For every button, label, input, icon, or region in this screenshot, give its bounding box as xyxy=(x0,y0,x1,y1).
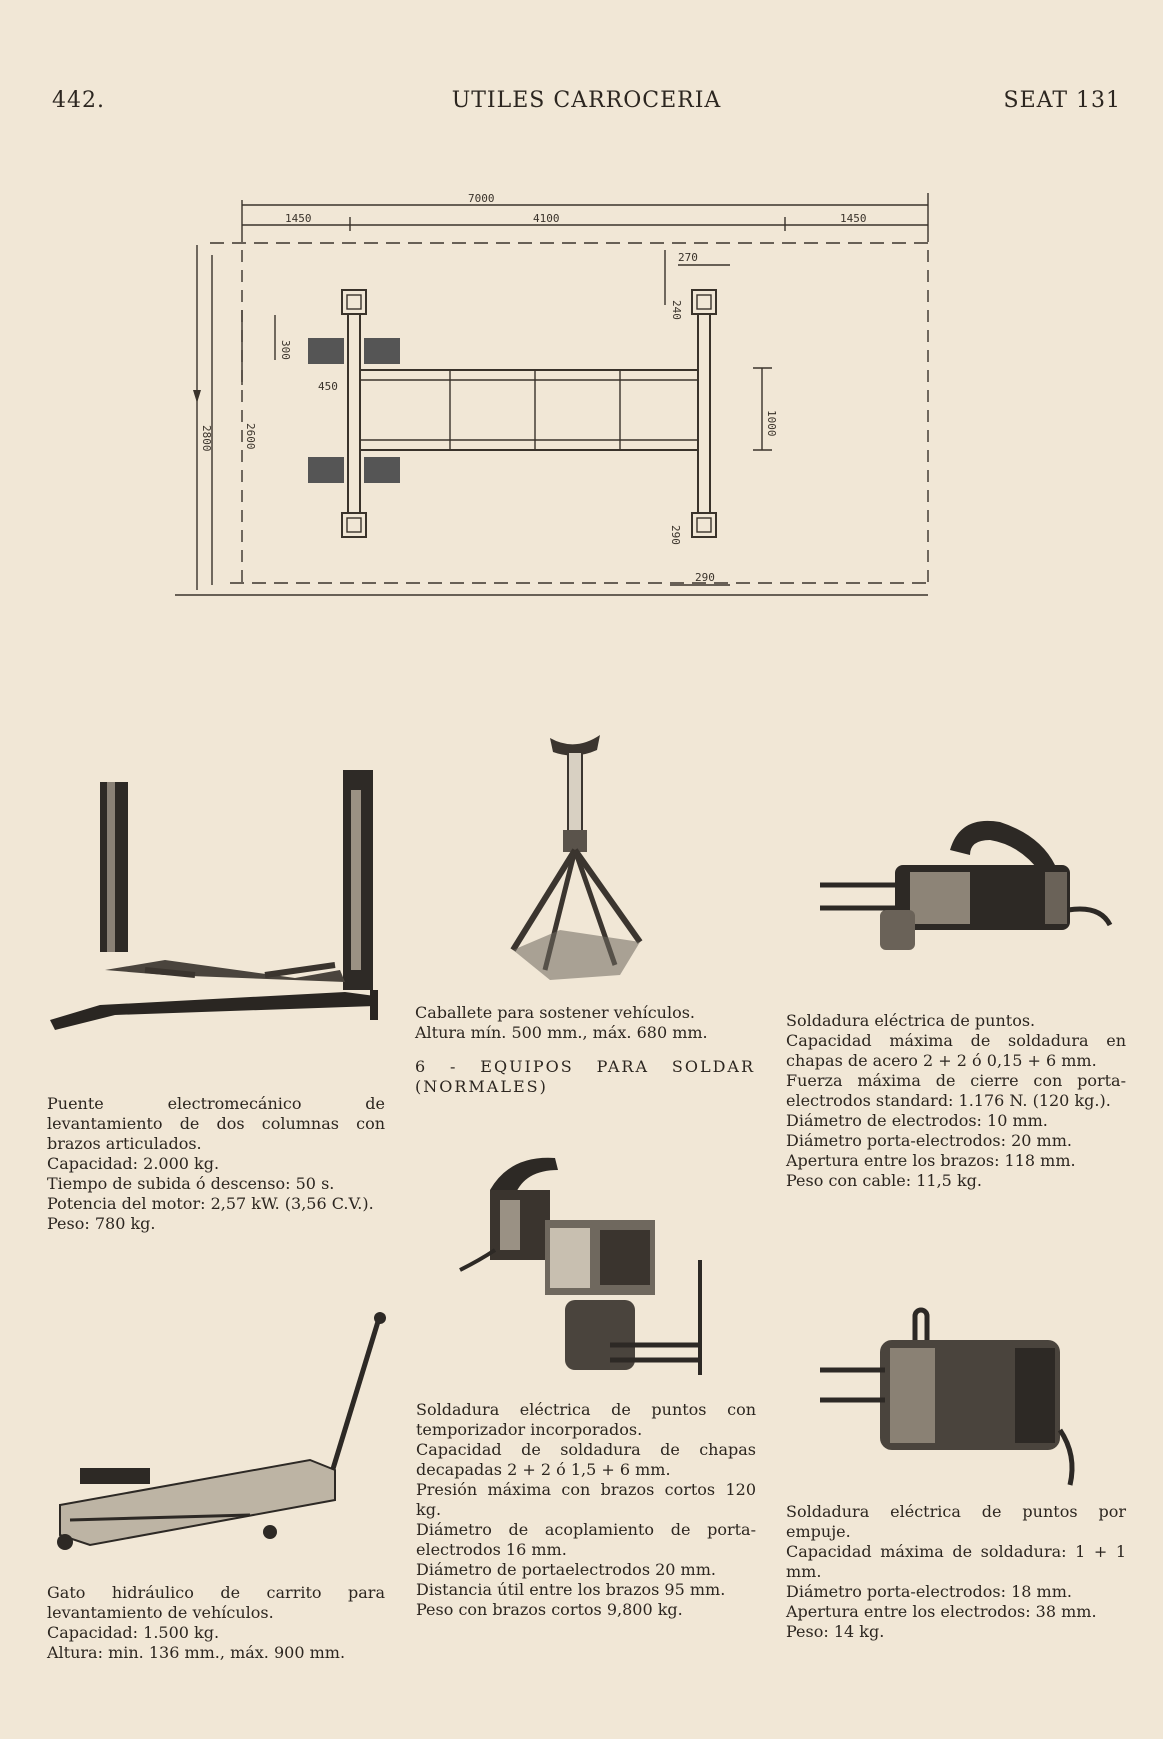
dim-1000-label: 1000 xyxy=(765,410,778,437)
caption-line: Capacidad: 2.000 kg. xyxy=(47,1154,220,1173)
caption-line: Fuerza máxima de cierre con porta-electrodos standard: 1.176 N. (120 kg.). xyxy=(786,1071,1126,1110)
caption-line: Apertura entre los brazos: 118 mm. xyxy=(786,1151,1076,1170)
timer-welder-caption xyxy=(416,1400,756,1620)
push-spot-welder-illustration xyxy=(815,1290,1115,1490)
caption-line: Soldadura eléctrica de puntos. xyxy=(786,1011,1036,1030)
jack-caption xyxy=(47,1583,385,1663)
timer-spot-welder-illustration xyxy=(450,1150,715,1390)
stand-caption xyxy=(415,1003,755,1107)
dim-270-label: 270 xyxy=(678,251,698,264)
hydraulic-jack-illustration xyxy=(50,1310,395,1560)
vehicle-stand-illustration xyxy=(505,730,650,990)
dim-300-label: 300 xyxy=(279,340,292,360)
caption-line: Capacidad máxima de soldadura en chapas de acero 2 + 2 ó 0,15 + 6 mm. xyxy=(786,1031,1126,1070)
column-lift-illustration xyxy=(45,760,390,1060)
dim-right-label: 1450 xyxy=(840,212,867,225)
dim-450-label: 450 xyxy=(318,380,338,393)
push-welder-caption xyxy=(786,1502,1126,1642)
caption-line: Altura: min. 136 mm., máx. 900 mm. xyxy=(47,1643,346,1662)
caption-line: Diámetro de acoplamiento de porta-electrodos 16 mm. xyxy=(416,1520,756,1559)
caption-line: Peso: 14 kg. xyxy=(786,1622,885,1641)
vehicle-model: SEAT 131 xyxy=(1003,88,1121,113)
caption-line: Diámetro de electrodos: 10 mm. xyxy=(786,1111,1048,1130)
caption-line: Peso con brazos cortos 9,800 kg. xyxy=(416,1600,683,1619)
dim-mid-label: 4100 xyxy=(533,212,560,225)
caption-line: Tiempo de subida ó descenso: 50 s. xyxy=(47,1174,335,1193)
caption-line: Diámetro de portaelectrodos 20 mm. xyxy=(416,1560,716,1579)
spot-welder-illustration xyxy=(810,810,1115,970)
caption-line: Altura mín. 500 mm., máx. 680 mm. xyxy=(415,1023,708,1042)
caption-line: Diámetro porta-electrodos: 20 mm. xyxy=(786,1131,1072,1150)
dim-2600-label: 2600 xyxy=(244,423,257,450)
dim-total-label: 7000 xyxy=(468,192,495,205)
caption-line: Distancia útil entre los brazos 95 mm. xyxy=(416,1580,726,1599)
lift-floor-plan xyxy=(150,185,940,695)
caption-line: Peso: 780 kg. xyxy=(47,1214,156,1233)
page-number: 442. xyxy=(52,88,105,113)
dim-290b-label: 290 xyxy=(695,571,715,584)
caption-line: Presión máxima con brazos cortos 120 kg. xyxy=(416,1480,756,1519)
caption-line: Gato hidráulico de carrito para levantamiento de vehículos. xyxy=(47,1583,385,1622)
column-lift-caption xyxy=(47,1094,385,1234)
caption-line: Soldadura eléctrica de puntos por empuje. xyxy=(786,1502,1126,1541)
spot-welder-caption xyxy=(786,1011,1126,1191)
caption-line: Capacidad: 1.500 kg. xyxy=(47,1623,220,1642)
caption-line: Puente electromecánico de levantamiento de dos columnas con brazos articulados. xyxy=(47,1094,385,1153)
dim-290a-label: 290 xyxy=(669,525,682,545)
caption-line: Caballete para sostener vehículos. xyxy=(415,1003,696,1022)
caption-line: Peso con cable: 11,5 kg. xyxy=(786,1171,982,1190)
caption-line: Soldadura eléctrica de puntos con temporizador incorporados. xyxy=(416,1400,756,1439)
section-heading: 6 - EQUIPOS PARA SOLDAR (NORMALES) xyxy=(415,1057,755,1096)
page-header xyxy=(52,88,1121,118)
caption-line: Apertura entre los electrodos: 38 mm. xyxy=(786,1602,1097,1621)
dim-2800-label: 2800 xyxy=(200,425,213,452)
section-title: UTILES CARROCERIA xyxy=(451,88,722,113)
dim-240-label: 240 xyxy=(670,300,683,320)
caption-line: Capacidad de soldadura de chapas decapadas 2 + 2 ó 1,5 + 6 mm. xyxy=(416,1440,756,1479)
caption-line: Potencia del motor: 2,57 kW. (3,56 C.V.). xyxy=(47,1194,374,1213)
caption-line: Capacidad máxima de soldadura: 1 + 1 mm. xyxy=(786,1542,1126,1581)
caption-line: Diámetro porta-electrodos: 18 mm. xyxy=(786,1582,1072,1601)
dim-left-label: 1450 xyxy=(285,212,312,225)
